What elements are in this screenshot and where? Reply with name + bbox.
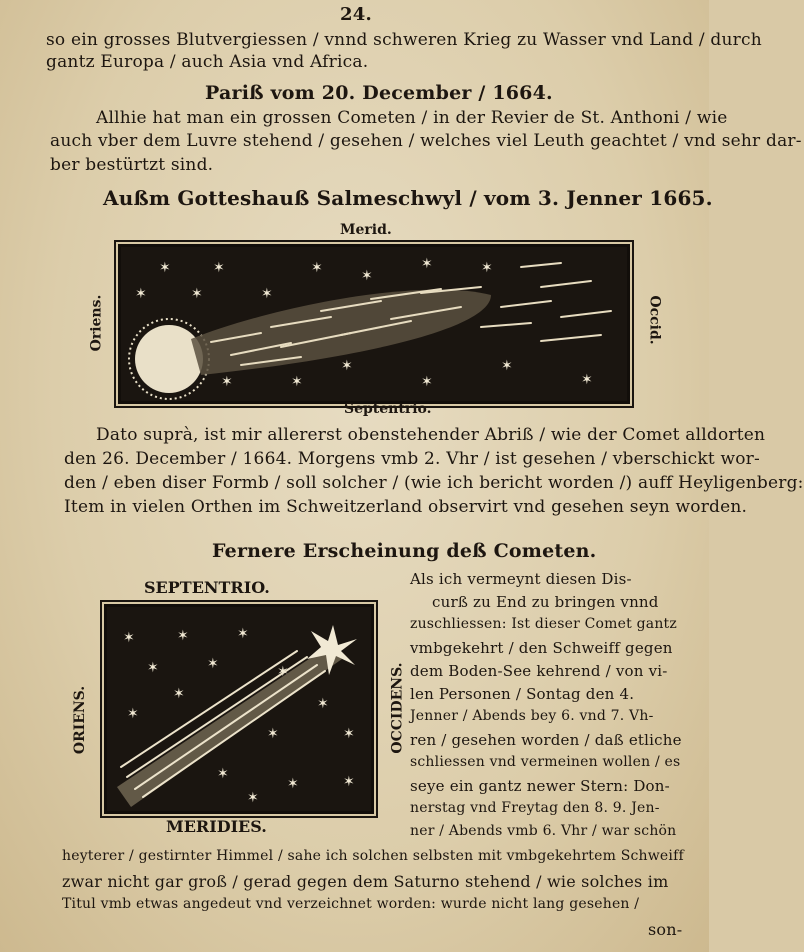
star-icon: ✶	[277, 664, 289, 680]
star-icon: ✶	[291, 374, 303, 390]
text-line: den / eben diser Formb / soll solcher / (wie ich bericht worden /) auff Heyligenberg:	[64, 473, 804, 493]
text-line: nerstag vnd Freytag den 8. 9. Jen-	[410, 800, 660, 816]
text-line: den 26. December / 1664. Morgens vmb 2. Vhr / ist gesehen / vberschickt wor-	[64, 449, 760, 469]
text-line: zwar nicht gar groß / gerad gegen dem Saturno stehend / wie solches im	[62, 872, 669, 891]
figure-label-bottom: Septentrio.	[344, 401, 432, 417]
text-line: vmbgekehrt / den Schweiff gegen	[410, 639, 673, 657]
text-line: dem Boden-See kehrend / von vi-	[410, 662, 668, 680]
text-line: Allhie hat man ein grossen Cometen / in der Revier de St. Anthoni / wie	[96, 108, 728, 128]
text-line: len Personen / Sontag den 4.	[410, 685, 635, 703]
text-line: seye ein gantz newer Stern: Don-	[410, 777, 670, 795]
star-icon: ✶	[317, 696, 329, 712]
star-icon: ✶	[147, 660, 159, 676]
section-heading-fernere: Fernere Erscheinung deß Cometen.	[212, 540, 597, 562]
star-icon: ✶	[287, 776, 299, 792]
section-heading-salmeschwyl: Außm Gotteshauß Salmeschwyl / vom 3. Jenner 1665.	[103, 186, 713, 210]
figure-label-top: SEPTENTRIO.	[144, 578, 270, 597]
comet-drawing	[121, 247, 627, 401]
star-icon: ✶	[361, 268, 373, 284]
comet-woodcut-2	[104, 604, 374, 814]
star-icon: ✶	[311, 260, 323, 276]
page-number: 24.	[340, 4, 372, 25]
text-line: ber bestürtzt sind.	[50, 155, 214, 175]
star-icon: ✶	[343, 774, 355, 790]
star-icon: ✶	[191, 286, 203, 302]
text-line: zuschliessen: Ist dieser Comet gantz	[410, 616, 677, 632]
text-line: Titul vmb etwas angedeut vnd verzeichnet worden: wurde nicht lang gesehen /	[62, 896, 640, 912]
star-icon: ✶	[177, 628, 189, 644]
figure-label-right: OCCIDENS.	[389, 662, 406, 754]
star-icon: ✶	[159, 260, 171, 276]
text-line: curß zu End zu bringen vnnd	[432, 593, 659, 611]
text-line: gantz Europa / auch Asia vnd Africa.	[46, 52, 369, 72]
figure-label-left: Oriens.	[88, 294, 105, 352]
section-heading-paris: Pariß vom 20. December / 1664.	[205, 82, 553, 104]
figure-label-left: ORIENS.	[72, 685, 89, 755]
text-line: ren / gesehen worden / daß etliche	[410, 731, 682, 749]
star-icon: ✶	[501, 358, 513, 374]
text-line: Als ich vermeynt diesen Dis-	[410, 570, 632, 588]
text-line: heyterer / gestirnter Himmel / sahe ich solchen selbsten mit vmbgekehrtem Schweiff	[62, 848, 684, 864]
star-icon: ✶	[481, 260, 493, 276]
star-icon: ✶	[213, 260, 225, 276]
star-icon: ✶	[421, 256, 433, 272]
text-line: Dato suprà, ist mir allererst obenstehender Abriß / wie der Comet alldorten	[96, 425, 766, 445]
star-icon: ✶	[135, 286, 147, 302]
star-icon: ✶	[221, 374, 233, 390]
text-line: Jenner / Abends bey 6. vnd 7. Vh-	[410, 708, 654, 724]
star-icon: ✶	[237, 626, 249, 642]
star-icon: ✶	[123, 630, 135, 646]
star-icon: ✶	[207, 656, 219, 672]
star-icon: ✶	[261, 286, 273, 302]
star-icon: ✶	[173, 686, 185, 702]
star-icon: ✶	[421, 374, 433, 390]
star-icon: ✶	[127, 706, 139, 722]
catchword: son-	[648, 920, 683, 939]
figure-label-bottom: MERIDIES.	[166, 817, 267, 836]
text-line: Item in vielen Orthen im Schweitzerland observirt vnd gesehen seyn worden.	[64, 497, 748, 517]
star-icon: ✶	[247, 790, 259, 806]
star-icon: ✶	[267, 726, 279, 742]
comet-woodcut-1	[118, 244, 630, 404]
figure-label-right: Occid.	[646, 295, 663, 345]
star-icon: ✶	[341, 358, 353, 374]
text-line: so ein grosses Blutvergiessen / vnnd schweren Krieg zu Wasser vnd Land / durch	[46, 30, 762, 50]
figure-label-top: Merid.	[340, 222, 392, 238]
star-icon: ✶	[343, 726, 355, 742]
star-icon: ✶	[217, 766, 229, 782]
text-line: ner / Abends vmb 6. Vhr / war schön	[410, 823, 677, 839]
text-line: auch vber dem Luvre stehend / gesehen / welches viel Leuth geachtet / vnd sehr dar-	[50, 131, 802, 151]
star-icon: ✶	[581, 372, 593, 388]
text-line: schliessen vnd vermeinen wollen / es	[410, 754, 681, 770]
comet-head	[135, 325, 203, 393]
